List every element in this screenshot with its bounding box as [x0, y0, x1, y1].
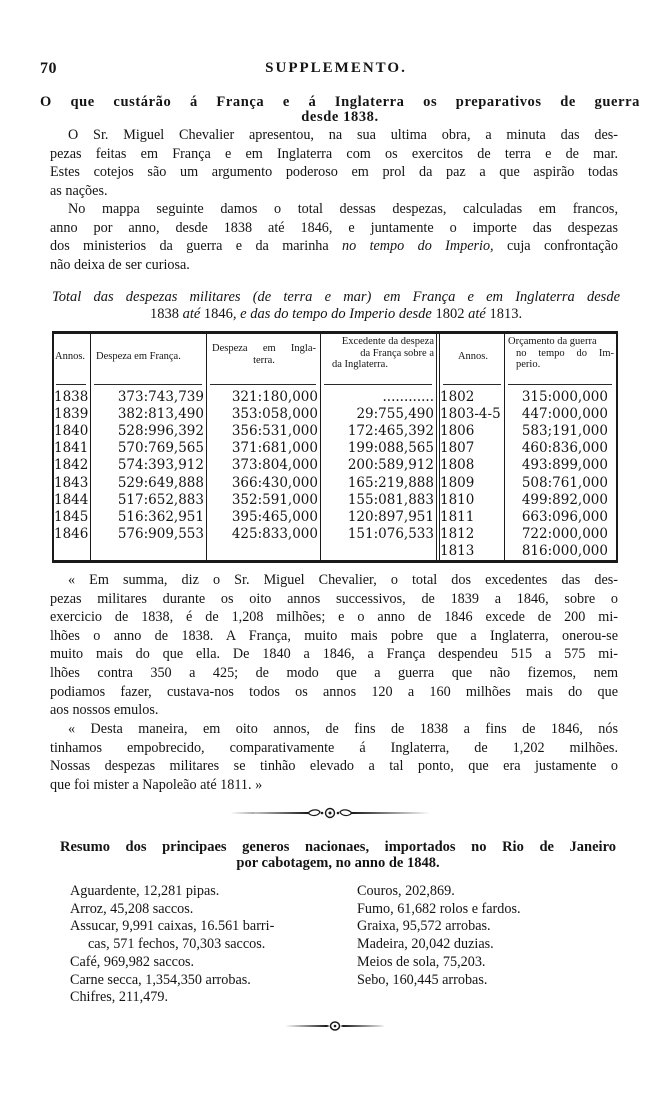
- row-imperial-year: 1803-4-5: [440, 406, 501, 423]
- row-imperial-year: 1812: [440, 525, 475, 542]
- row-excess: 155:081,883: [347, 491, 434, 508]
- row-year: 1839: [54, 406, 89, 423]
- text-line: « Em summa, diz o Sr. Miguel Chevalier, o total dos excedentes das des-: [68, 572, 618, 588]
- row-england-expense: 373:804,000: [231, 457, 318, 474]
- header-line: da França sobre a: [360, 347, 434, 359]
- column-divider: [90, 334, 91, 560]
- row-imperial-budget: 722:000,000: [521, 525, 608, 542]
- text-line: [50, 237, 618, 256]
- goods-item-continuation: cas, 571 fechos, 70,303 saccos.: [88, 936, 266, 953]
- column-divider: [320, 334, 321, 560]
- text-line: podiamos fazer, custava-nos todos os annos 120 a 160 milhões mais do que: [50, 683, 618, 700]
- caption-line-2: [52, 306, 620, 323]
- method-paragraph: [50, 200, 618, 274]
- text-line: não deixa de ser curiosa.: [50, 256, 190, 273]
- article-title: [40, 95, 640, 125]
- column-divider: [436, 334, 437, 560]
- row-imperial-year: 1806: [440, 423, 475, 440]
- row-excess: 199:088,565: [347, 440, 434, 457]
- row-england-expense: 425:833,000: [231, 525, 318, 542]
- caption-year: 1846: [203, 306, 233, 322]
- text-line: tinhamos empobrecido, comparativamente á Inglaterra, de 1,202 milhões.: [50, 739, 618, 756]
- row-england-expense: 353:058,000: [231, 406, 318, 423]
- text-fragment: cuja confrontação: [493, 238, 618, 255]
- header-line: terra.: [253, 354, 275, 366]
- row-excess: 172:465,392: [347, 423, 434, 440]
- row-year: 1838: [54, 389, 89, 405]
- row-excess: 151:076,533: [347, 525, 434, 542]
- summary-title-line-2: por cabotagem, no anno de 1848.: [236, 855, 440, 871]
- table-caption: [52, 289, 620, 323]
- row-excess: 165:219,888: [347, 474, 434, 491]
- row-excess: 120:897,951: [347, 508, 434, 525]
- row-france-expense: 528:996,392: [117, 423, 204, 440]
- column-divider: [616, 334, 618, 560]
- text-line: lhões o anno de 1838. A França, muito mais pobre que a Inglaterra, onerou-se: [50, 627, 618, 644]
- caption-fragment: até: [464, 306, 490, 322]
- goods-list-left: [70, 883, 274, 1007]
- page-number: 70: [40, 60, 57, 77]
- row-imperial-year: 1810: [440, 491, 475, 508]
- header-england: [212, 343, 316, 366]
- goods-item: Sebo, 160,445 arrobas.: [357, 971, 488, 988]
- row-year: 1841: [54, 440, 89, 457]
- goods-item: Assucar, 9,991 caixas, 16.561 barri-: [70, 918, 275, 935]
- header-line: da Inglaterra.: [332, 359, 388, 370]
- header-line: Orçamento da guerra: [508, 336, 597, 347]
- military-expenses-table: [52, 331, 618, 563]
- row-imperial-budget: 493:899,000: [521, 457, 608, 474]
- caption-year: 1813.: [489, 306, 523, 322]
- row-year: 1842: [54, 457, 89, 474]
- row-excess: ............: [382, 389, 434, 405]
- text-line: « Desta maneira, em oito annos, de fins de 1838 a fins de 1846, nós: [68, 721, 618, 737]
- article-title-line-1: O que custárão á França e á Inglaterra os preparativos de guerra: [40, 94, 640, 110]
- text-line: pezas militares durante os oito annos successivos, de 1839 a 1846, sobre o: [50, 590, 618, 607]
- row-england-expense: 356:531,000: [231, 423, 318, 440]
- text-line: muito mais do que ella. De 1840 a 1846, a França despendeu 515 a 575 mi-: [50, 646, 618, 663]
- row-imperial-budget: 583;191,000: [521, 423, 608, 440]
- goods-list-right: [357, 883, 521, 989]
- row-imperial-budget: 460:836,000: [521, 440, 608, 457]
- row-imperial-year: 1813: [440, 542, 475, 559]
- summary-title-line-1: Resumo dos principaes generos nacionaes, importados no Rio de Janeiro: [60, 839, 616, 855]
- text-line: No mappa seguinte damos o total dessas despezas, calculadas em francos,: [68, 201, 618, 217]
- row-france-expense: 574:393,912: [117, 457, 204, 474]
- goods-item: Chifres, 211,479.: [70, 989, 168, 1006]
- text-fragment: dos ministerios da guerra e da marinha: [50, 238, 343, 255]
- row-england-expense: 371:681,000: [231, 440, 318, 457]
- text-line: lhões contra 350 a 425; de modo que a guerra que não fizemos, nem: [50, 664, 618, 681]
- row-france-expense: 576:909,553: [117, 525, 204, 542]
- header-line: no tempo do Im-: [516, 347, 614, 359]
- row-france-expense: 517:652,883: [117, 491, 204, 508]
- header-imperial-years: Annos.: [457, 351, 489, 362]
- row-year: 1846: [54, 525, 89, 542]
- row-year: 1840: [54, 423, 89, 440]
- text-line: pezas feitas em França e em Inglaterra com os exercitos de terra e de mar.: [50, 145, 618, 162]
- row-imperial-budget: 816:000,000: [521, 542, 608, 559]
- header-underline: [210, 384, 316, 385]
- goods-item: Carne secca, 1,354,350 arrobas.: [70, 971, 251, 988]
- row-imperial-year: 1808: [440, 457, 475, 474]
- row-imperial-budget: 315:000,000: [521, 389, 608, 405]
- row-imperial-year: 1809: [440, 474, 475, 491]
- header-france: Despeza em França.: [96, 351, 181, 362]
- row-imperial-year: 1802: [440, 389, 475, 405]
- italic-phrase: no tempo do Imperio,: [342, 238, 494, 255]
- row-england-expense: 321:180,000: [231, 389, 318, 405]
- running-title: SUPPLEMENTO.: [265, 60, 407, 76]
- caption-year: 1802: [435, 306, 465, 322]
- text-line: que foi mister a Napoleão até 1811. »: [50, 776, 263, 793]
- row-imperial-budget: 499:892,000: [521, 491, 608, 508]
- row-year: 1843: [54, 474, 89, 491]
- text-line: exercicio de 1838, é de 1,208 milhões; e o anno de 1846 excede de 200 mi-: [50, 609, 618, 626]
- header-years: Annos.: [55, 351, 86, 362]
- simple-ornament-icon: [285, 1020, 385, 1032]
- article-title-line-2: desde 1838.: [301, 109, 379, 125]
- goods-item: Graixa, 95,572 arrobas.: [357, 918, 491, 935]
- column-divider: [206, 334, 207, 560]
- header-line: Excedente da despeza: [341, 336, 434, 347]
- goods-item: Couros, 202,869.: [357, 883, 455, 899]
- goods-item: Arroz, 45,208 saccos.: [70, 900, 194, 917]
- goods-item: Aguardente, 12,281 pipas.: [70, 883, 220, 899]
- text-line: O Sr. Miguel Chevalier apresentou, na sua ultima obra, a minuta das des-: [68, 127, 618, 143]
- table-bottom-rule: [52, 560, 618, 563]
- header-excess: [324, 336, 434, 371]
- row-france-expense: 516:362,951: [117, 508, 204, 525]
- header-line: Despeza em Ingla-: [212, 343, 316, 354]
- floral-ornament-icon: [230, 806, 430, 820]
- text-line: anno por anno, desde 1838 até 1846, e juntamente o importe das despezas: [50, 219, 618, 236]
- row-france-expense: 382:813,490: [117, 406, 204, 423]
- row-imperial-year: 1811: [440, 508, 475, 525]
- row-france-expense: 373:743,739: [117, 389, 204, 405]
- running-head: [0, 60, 672, 80]
- text-line: Nossas despezas militares se tinhão elevado a tal ponto, que era justamente o: [50, 758, 618, 775]
- row-year: 1845: [54, 508, 89, 525]
- header-line: perio.: [516, 359, 541, 370]
- text-line: aos nossos emulos.: [50, 702, 159, 719]
- row-excess: 29:755,490: [356, 406, 434, 423]
- goods-item: Fumo, 61,682 rolos e fardos.: [357, 900, 521, 917]
- goods-item: Meios de sola, 75,203.: [357, 953, 486, 970]
- row-imperial-year: 1807: [440, 440, 475, 457]
- row-excess: 200:589,912: [347, 457, 434, 474]
- row-imperial-budget: 508:761,000: [521, 474, 608, 491]
- goods-item: Café, 969,982 saccos.: [70, 953, 195, 970]
- header-underline: [94, 384, 202, 385]
- text-line: Estes cotejos são um argumento poderoso em prol da paz a que aspirão todas: [50, 164, 618, 181]
- summary-title: [60, 839, 616, 871]
- row-france-expense: 529:649,888: [117, 474, 204, 491]
- row-england-expense: 352:591,000: [231, 491, 318, 508]
- table-top-rule: [52, 331, 618, 334]
- text-line: as nações.: [50, 182, 108, 199]
- goods-item: Madeira, 20,042 duzias.: [357, 936, 494, 953]
- header-underline: [508, 384, 612, 385]
- header-underline: [324, 384, 432, 385]
- header-underline: [443, 384, 501, 385]
- row-england-expense: 395:465,000: [231, 508, 318, 525]
- caption-year: 1838: [149, 306, 179, 322]
- row-imperial-budget: 447:000,000: [521, 406, 608, 423]
- caption-fragment: , e das do tempo do Imperio desde: [232, 306, 436, 322]
- caption-fragment: até: [178, 306, 204, 322]
- quote-paragraph-1: [50, 571, 618, 720]
- row-year: 1844: [54, 491, 89, 508]
- row-imperial-budget: 663:096,000: [521, 508, 608, 525]
- header-imperial-budget: [508, 336, 614, 371]
- header-underline: [56, 384, 86, 385]
- row-france-expense: 570:769,565: [117, 440, 204, 457]
- intro-paragraph: [50, 126, 618, 200]
- caption-line-1: Total das despezas militares (de terra e mar) em França e em Inglaterra desde: [52, 289, 620, 305]
- row-england-expense: 366:430,000: [231, 474, 318, 491]
- quote-paragraph-2: [50, 720, 618, 794]
